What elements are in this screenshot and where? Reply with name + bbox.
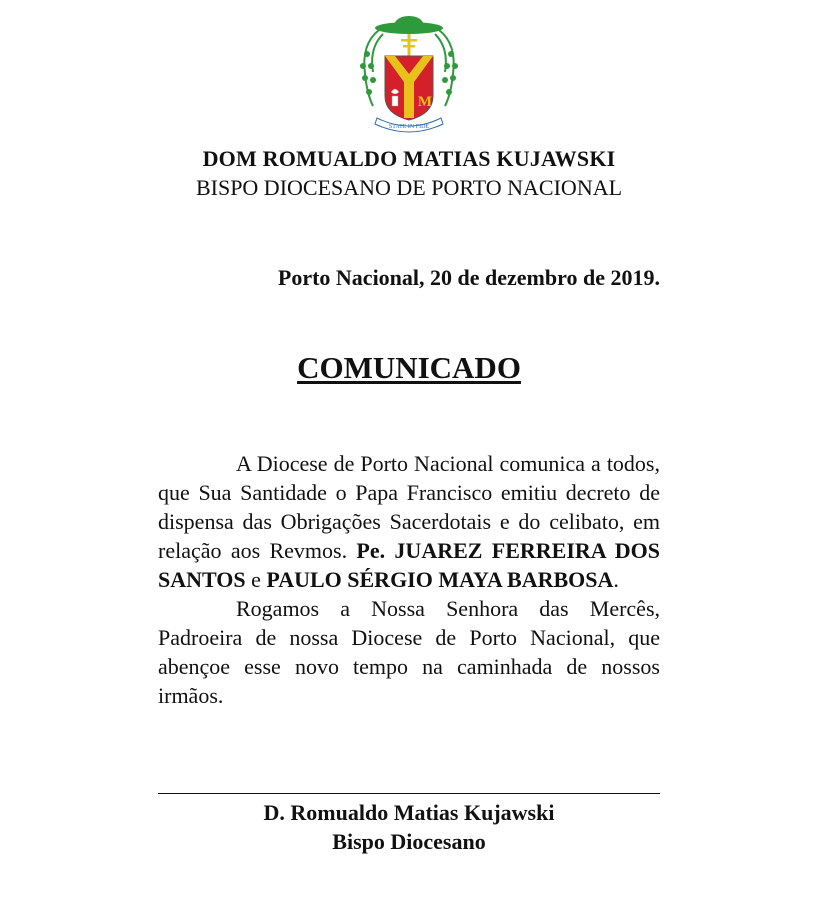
signature-line xyxy=(158,793,660,794)
connector-text: e xyxy=(245,567,267,592)
paragraph-1-text: A Diocese de Porto Nacional comunica a todos, que Sua Santidade o Papa Francisco emitiu decreto de dispensa das Obrigações Sacerdotais e do celibato, em relação aos Revmos. xyxy=(158,451,660,563)
bishop-name-heading: DOM ROMUALDO MATIAS KUJAWSKI xyxy=(202,146,616,171)
priest-name-2: PAULO SÉRGIO MAYA BARBOSA xyxy=(266,567,614,592)
bishop-role-heading: BISPO DIOCESANO DE PORTO NACIONAL xyxy=(195,175,623,200)
signatory-role: Bispo Diocesano xyxy=(332,829,486,854)
coat-of-arms xyxy=(355,14,463,134)
document-title: COMUNICADO xyxy=(297,350,521,385)
episcopal-coat-of-arms-icon xyxy=(355,14,463,134)
shield-letter-m: M xyxy=(417,94,433,110)
priest-name-1: Pe. JUAREZ FERREIRA DOS SANTOS xyxy=(158,538,661,592)
paragraph-1-end: . xyxy=(613,567,619,592)
signatory-name: D. Romualdo Matias Kujawski xyxy=(263,800,555,825)
date-line: Porto Nacional, 20 de dezembro de 2019. xyxy=(277,265,660,290)
paragraph-2: Rogamos a Nossa Senhora das Mercês, Padroeira de nossa Diocese de Porto Nacional, que abençoe esse novo tempo na caminhada de nossos irmãos. xyxy=(158,596,660,708)
motto-text: STATE IN FIDE xyxy=(388,124,430,130)
paragraph-1 xyxy=(158,449,660,594)
document-body xyxy=(158,449,660,710)
